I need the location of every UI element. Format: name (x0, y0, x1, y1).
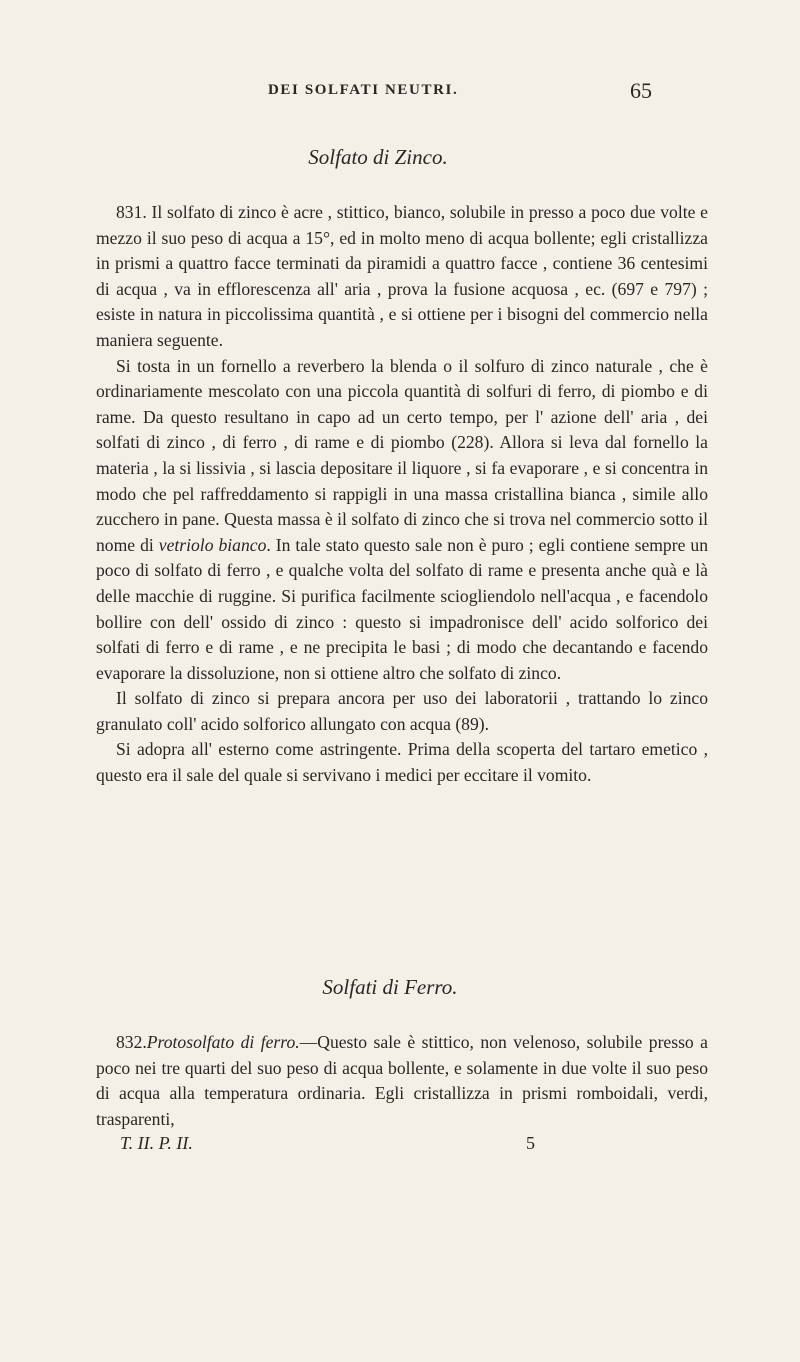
page-header (0, 78, 800, 110)
paragraph: 831. Il solfato di zinco è acre , stittico, bianco, solubile in presso a poco due volte e mezzo il suo peso di acqua a 15°, ed in molto meno di acqua bollente; egli cristallizza in prismi a quattro facce terminati da piramidi a quattro facce , contiene 36 centesimi di acqua , va in efflorescenza all' aria , prova la fusione acquosa , ec. (697 e 797) ; esiste in natura in piccolissima quantità , e si ottiene per i bisogni del commercio nella maniera seguente. (96, 202, 708, 350)
paragraph: Il solfato di zinco si prepara ancora per uso dei laboratorii , trattando lo zinco granulato coll' acido solforico allungato con acqua (89). (96, 688, 708, 734)
italic-term: vetriolo bianco (158, 534, 267, 555)
sheet-number: 5 (526, 1133, 535, 1153)
paragraph (96, 354, 708, 687)
paragraph-number: 832. (116, 1032, 147, 1052)
section-title-iron: Solfati di Ferro. (322, 975, 458, 999)
section-body-zinc (96, 200, 708, 789)
signature-mark: T. II. P. II. (120, 1133, 193, 1153)
paragraph-text: —Questo sale è stittico, non velenoso, solubile presso a poco nei tre quarti del suo peso di acqua bollente, e solamente in due volte il suo peso di acqua alla temperatura ordinaria. Egli cristallizza in prismi romboidali, verdi, trasparenti, (96, 1032, 708, 1129)
paragraph-text: Si tosta in un fornello a reverbero la blenda o il solfuro di zinco naturale , che è ordinariamente mescolato con una piccola quantità di solfuri di ferro, di piombo e di rame. Da questo resultano in capo ad un certo tempo, per l' azione dell' aria , dei solfati di zinco , di ferro , di rame e di piombo (228). Allora si leva dal fornello la materia , la si lissivia , si lascia depositare il liquore , si fa evaporare , e si concentra in modo che pel raffreddamento si rappigli in una massa cristallina bianca , simile allo zucchero in pane. Questa massa è il solfato di zinco che si trova nel commercio sotto il nome di (96, 355, 708, 555)
paragraph (96, 1030, 708, 1132)
section-body-iron (96, 1030, 708, 1132)
paragraph-text: . In tale stato questo sale non è puro ; egli contiene sempre un poco di solfato di ferro , e qualche volta del solfato di rame e presenta anche quà e là delle macchie di ruggine. Si purifica facilmente sciogliendolo nell'acqua , e facendolo bollire con dell' ossido di zinco : questo si impadronisce dell' acido solforico dei solfati di ferro e di rame , e ne precipita le basi ; di modo che decantando e facendo evaporare la dissoluzione, non si ottiene altro che solfato di zinco. (96, 534, 708, 683)
running-head: DEI SOLFATI NEUTRI. (268, 82, 459, 98)
paragraph: Si adopra all' esterno come astringente. Prima della scoperta del tartaro emetico , questo era il sale del quale si servivano i medici per eccitare il vomito. (96, 739, 708, 786)
page-number: 65 (630, 78, 652, 103)
italic-term: Protosolfato di ferro. (146, 1032, 300, 1052)
section-title-zinc: Solfato di Zinco. (308, 145, 448, 169)
